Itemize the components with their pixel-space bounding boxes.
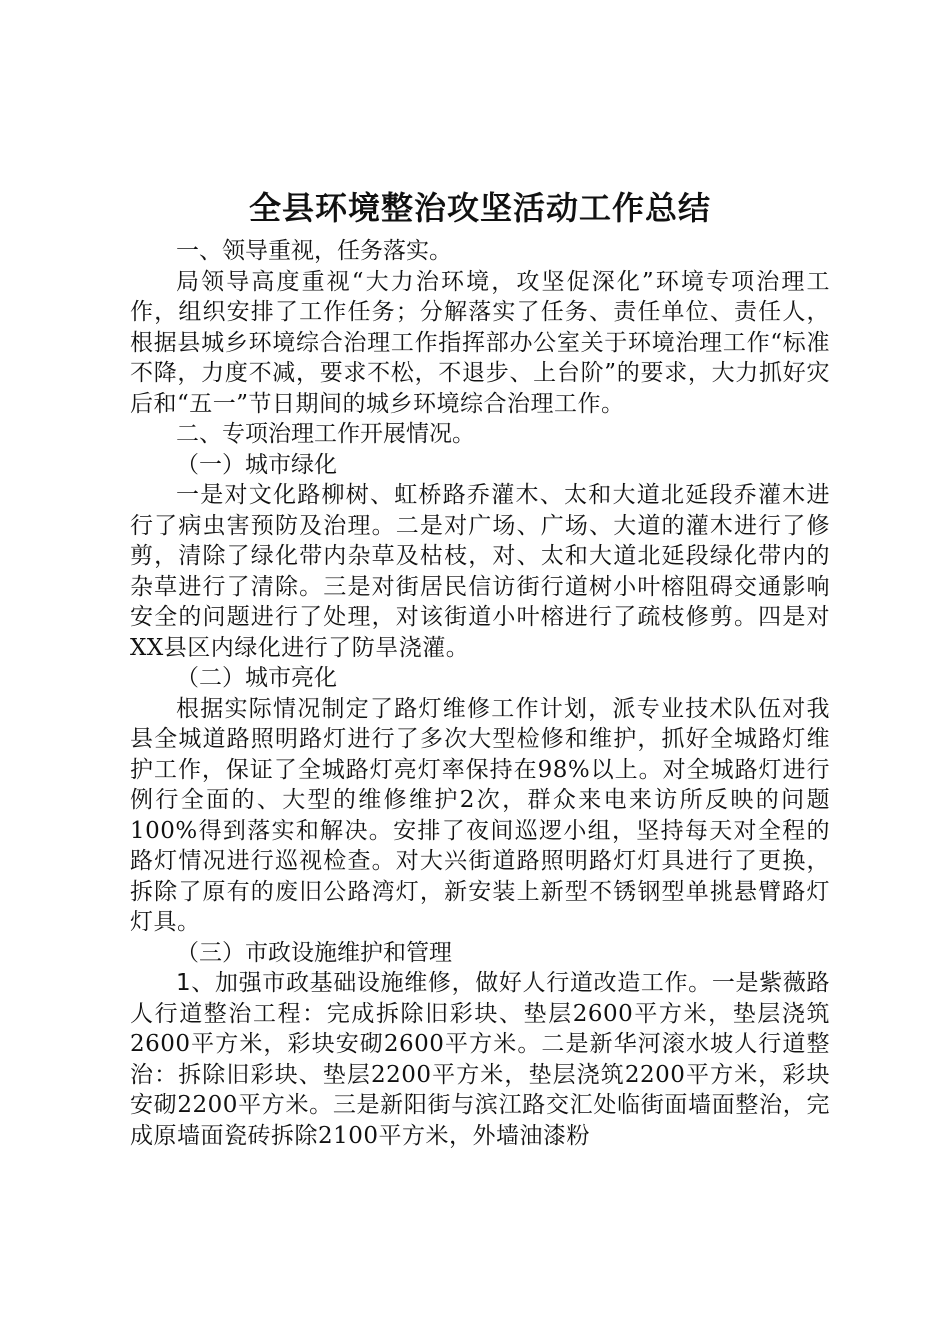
- municipal-paragraph-text: 一是紫薇路人行道整治工程：完成拆除旧彩块、垫层2600平方米，垫层浇筑2600平方米，彩块安砌2600平方米。二是新华河滚水坡人行道整治：拆除旧彩块、垫层2200平方米，垫层浇筑2200平方米，彩块安砌2200平方米。三是新阳街与滨江路交汇处临街面墙面整治，完成原墙面瓷砖拆除2100平方米，外墙油漆粉: [130, 970, 831, 1149]
- document-page: [130, 186, 830, 1151]
- subsection-greening-heading: （一）城市绿化: [176, 451, 337, 478]
- subsection-municipal-paragraph: [130, 968, 830, 1151]
- municipal-lead-sentence: 1、加强市政基础设施维修，做好人行道改造工作。: [176, 970, 712, 996]
- document-title: 全县环境整治攻坚活动工作总结: [248, 189, 711, 227]
- subsection-municipal-heading: （三）市政设施维护和管理: [176, 939, 452, 966]
- section-2-heading: 二、专项治理工作开展情况。: [176, 421, 475, 447]
- subsection-greening-paragraph: 一是对文化路柳树、虹桥路乔灌木、太和大道北延段乔灌木进行了病虫害预防及治理。二是对广场、广场、大道的灌木进行了修剪，清除了绿化带内杂草及枯枝，对、太和大道北延段绿化带内的杂草进行了清除。三是对街居民信访街行道树小叶榕阻碍交通影响安全的问题进行了处理，对该街道小叶榕进行了疏枝修剪。四是对XX县区内绿化进行了防旱浇灌。: [130, 482, 830, 661]
- section-1-heading: 一、领导重视，任务落实。: [176, 238, 452, 264]
- subsection-lighting-paragraph: 根据实际情况制定了路灯维修工作计划，派专业技术队伍对我县全城道路照明路灯进行了多次大型检修和维护，抓好全城路灯维护工作，保证了全城路灯亮灯率保持在98%以上。对全城路灯进行例行全面的、大型的维修维护2次，群众来电来访所反映的问题100%得到落实和解决。安排了夜间巡逻小组，坚持每天对全程的路灯情况进行巡视检查。对大兴街道路照明路灯灯具进行了更换，拆除了原有的废旧公路湾灯，新安装上新型不锈钢型单挑悬臂路灯灯具。: [130, 695, 830, 935]
- section-1-paragraph: 局领导高度重视“大力治环境，攻坚促深化”环境专项治理工作，组织安排了工作任务；分解落实了任务、责任单位、责任人，根据县城乡环境综合治理工作指挥部办公室关于环境治理工作“标准不降，力度不减，要求不松，不退步、上台阶”的要求，大力抓好灾后和“五一”节日期间的城乡环境综合治理工作。: [130, 268, 830, 417]
- subsection-lighting-heading: （二）城市亮化: [176, 665, 337, 691]
